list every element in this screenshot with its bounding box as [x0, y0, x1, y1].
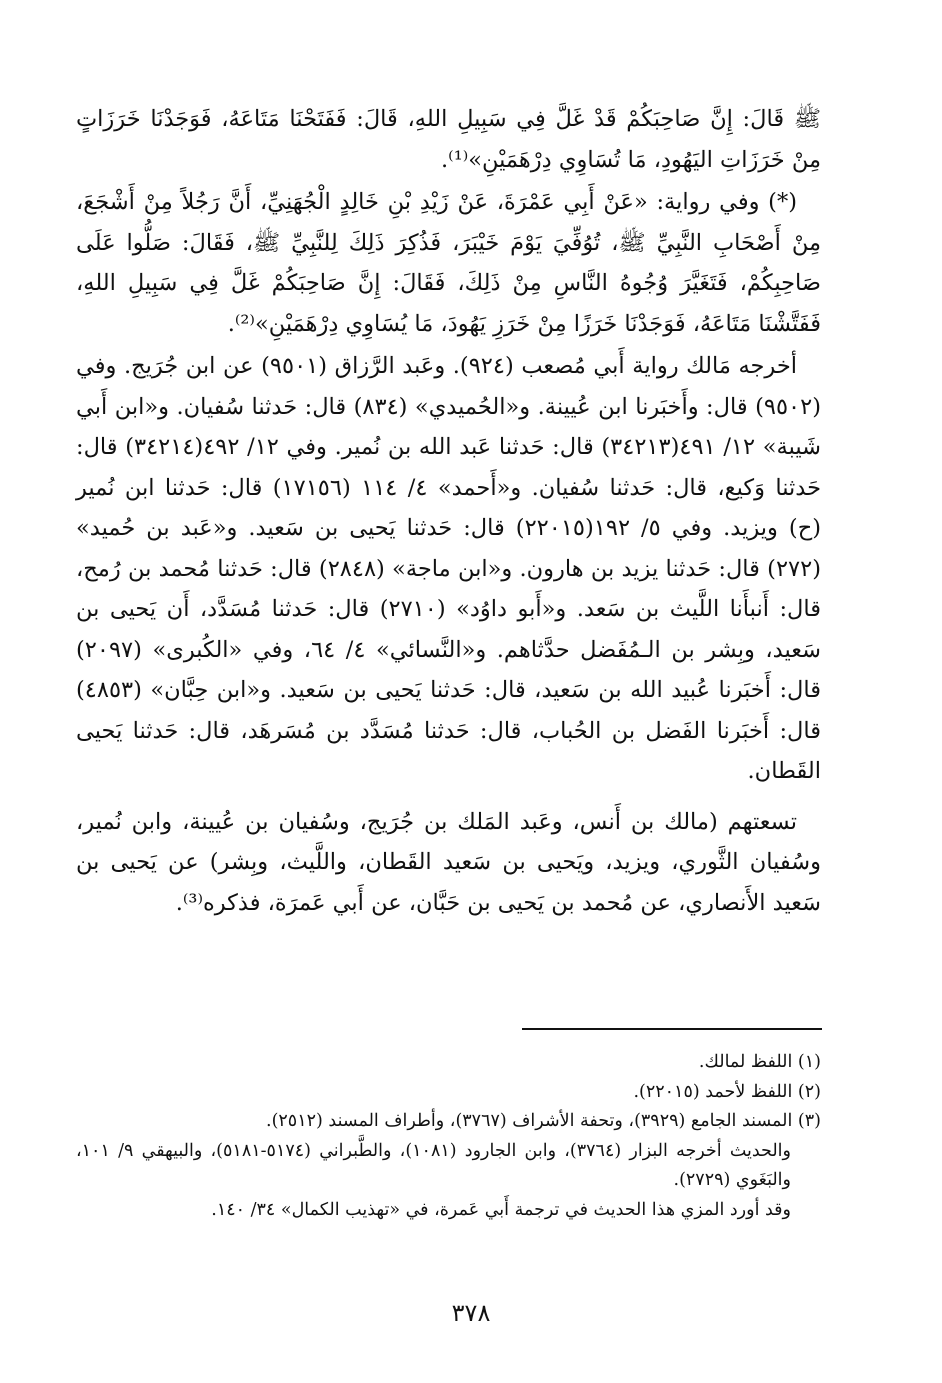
footnote-divider [522, 1028, 822, 1030]
paragraph-takhrij: أخرجه مَالك رواية أَبي مُصعب (٩٢٤). وعَبد الرَّزاق (٩٥٠١) عن ابن جُرَيج. وفي (٩٥٠٢) قال: وأَخبَرنا ابن عُيينة. و«الحُميدي» (٨٣٤) قال: حَدثنا سُفيان. و«ابن أَبي شَيبة» ١٢/ ٤٩١(٣٤٢١٣) قال: حَدثنا عَبد الله بن نُمير. وفي ١٢/ ٤٩٢(٣٤٢١٤) قال: حَدثنا وَكيع، قال: حَدثنا سُفيان. و«أَحمد» ٤/ ١١٤ (١٧١٥٦) قال: حَدثنا ابن نُمير (ح) ويزيد. وفي ٥/ ١٩٢(٢٢٠١٥) قال: حَدثنا يَحيى بن سَعيد. و«عَبد بن حُميد» (٢٧٢) قال: حَدثنا يزيد بن هارون. و«ابن ماجة» (٢٨٤٨) قال: حَدثنا مُحمد بن رُمح، قال: أَنبأَنا اللَّيث بن سَعد. و«أَبو داوُد» (٢٧١٠) قال: حَدثنا مُسَدَّد، أَن يَحيى بن سَعيد، وبِشر بن الـمُفَضل حدَّثاهم. و«النَّسائي» ٤/ ٦٤، وفي «الكُبرى» (٢٠٩٧) قال: أَخبَرنا عُبيد الله بن سَعيد، قال: حَدثنا يَحيى بن سَعيد. و«ابن حِبَّان» (٤٨٥٣) قال: أَخبَرنا الفَضل بن الحُباب، قال: حَدثنا مُسَدَّد بن مُسَرهَد، قال: حَدثنا يَحيى القَطان. [76, 353, 821, 784]
footnote-3-note: وقد أورد المزي هذا الحديث في ترجمة أَبي عَمرة، في «تهذيب الكمال» ٣٤/ ١٤٠. [211, 1199, 791, 1220]
paragraph-hadith-end: ﷺ قَالَ: إِنَّ صَاحِبَكُمْ قَدْ غَلَّ فِي سَبِيلِ اللهِ، قَالَ: فَفَتَحْنَا مَتَاعَهُ، فَوَجَدْنَا خَرَزَاتٍ مِنْ خَرَزَاتِ اليَهُودِ، مَا تُسَاوِي دِرْهَمَيْنِ»⁽¹⁾. [76, 106, 821, 173]
paragraph-alternate-narration: (*) وفي رواية: «عَنْ أَبِي عَمْرَةَ، عَنْ زَيْدِ بْنِ خَالِدٍ الْجُهَنِيِّ، أَنَّ رَجُلاً مِنْ أَشْجَعَ، مِنْ أَصْحَابِ النَّبِيِّ ﷺ، تُوُفِّيَ يَوْمَ خَيْبَرَ، فَذُكِرَ ذَلِكَ لِلنَّبِيِّ ﷺ، فَقَالَ: صَلُّوا عَلَى صَاحِبِكُمْ، فَتَغَيَّرَ وُجُوهُ النَّاسِ مِنْ ذَلِكَ، فَقَالَ: إِنَّ صَاحِبَكُمْ غَلَّ فِي سَبِيلِ اللهِ، فَفَتَّشْنَا مَتَاعَهُ، فَوَجَدْنَا خَرَزًا مِنْ خَرَزِ يَهُودَ، مَا يُسَاوِي دِرْهَمَيْنِ»⁽²⁾. [76, 189, 821, 337]
main-text [76, 99, 821, 923]
footnote-3-continuation: والحديث أخرجه البزار (٣٧٦٤)، وابن الجارود (١٠٨١)، والطَّبراني (٥١٧٤-٥١٨١)، والبيهقي ٩/ ١٠١، والبَغَوي (٢٧٢٩). [76, 1140, 791, 1190]
paragraph-summary: تسعتهم (مالك بن أَنس، وعَبد المَلك بن جُرَيج، وسُفيان بن عُيينة، وابن نُمير، وسُفيان الثَّوري، ويزيد، ويَحيى بن سَعيد القَطان، واللَّيث، وبِشر) عن يَحيى بن سَعيد الأَنصاري، عن مُحمد بن يَحيى بن حَبَّان، عن أَبي عَمرَة، فذكره⁽³⁾. [76, 808, 821, 916]
page-number: ٣٧٨ [451, 1299, 491, 1327]
footnote-2: (٢) اللفظ لأحمد (٢٢٠١٥). [633, 1081, 821, 1102]
footnotes [76, 1048, 821, 1225]
footnote-1: (١) اللفظ لمالك. [698, 1052, 821, 1072]
footnote-3: (٣) المسند الجامع (٣٩٢٩)، وتحفة الأشراف (٣٧٦٧)، وأطراف المسند (٢٥١٢). [266, 1111, 821, 1131]
